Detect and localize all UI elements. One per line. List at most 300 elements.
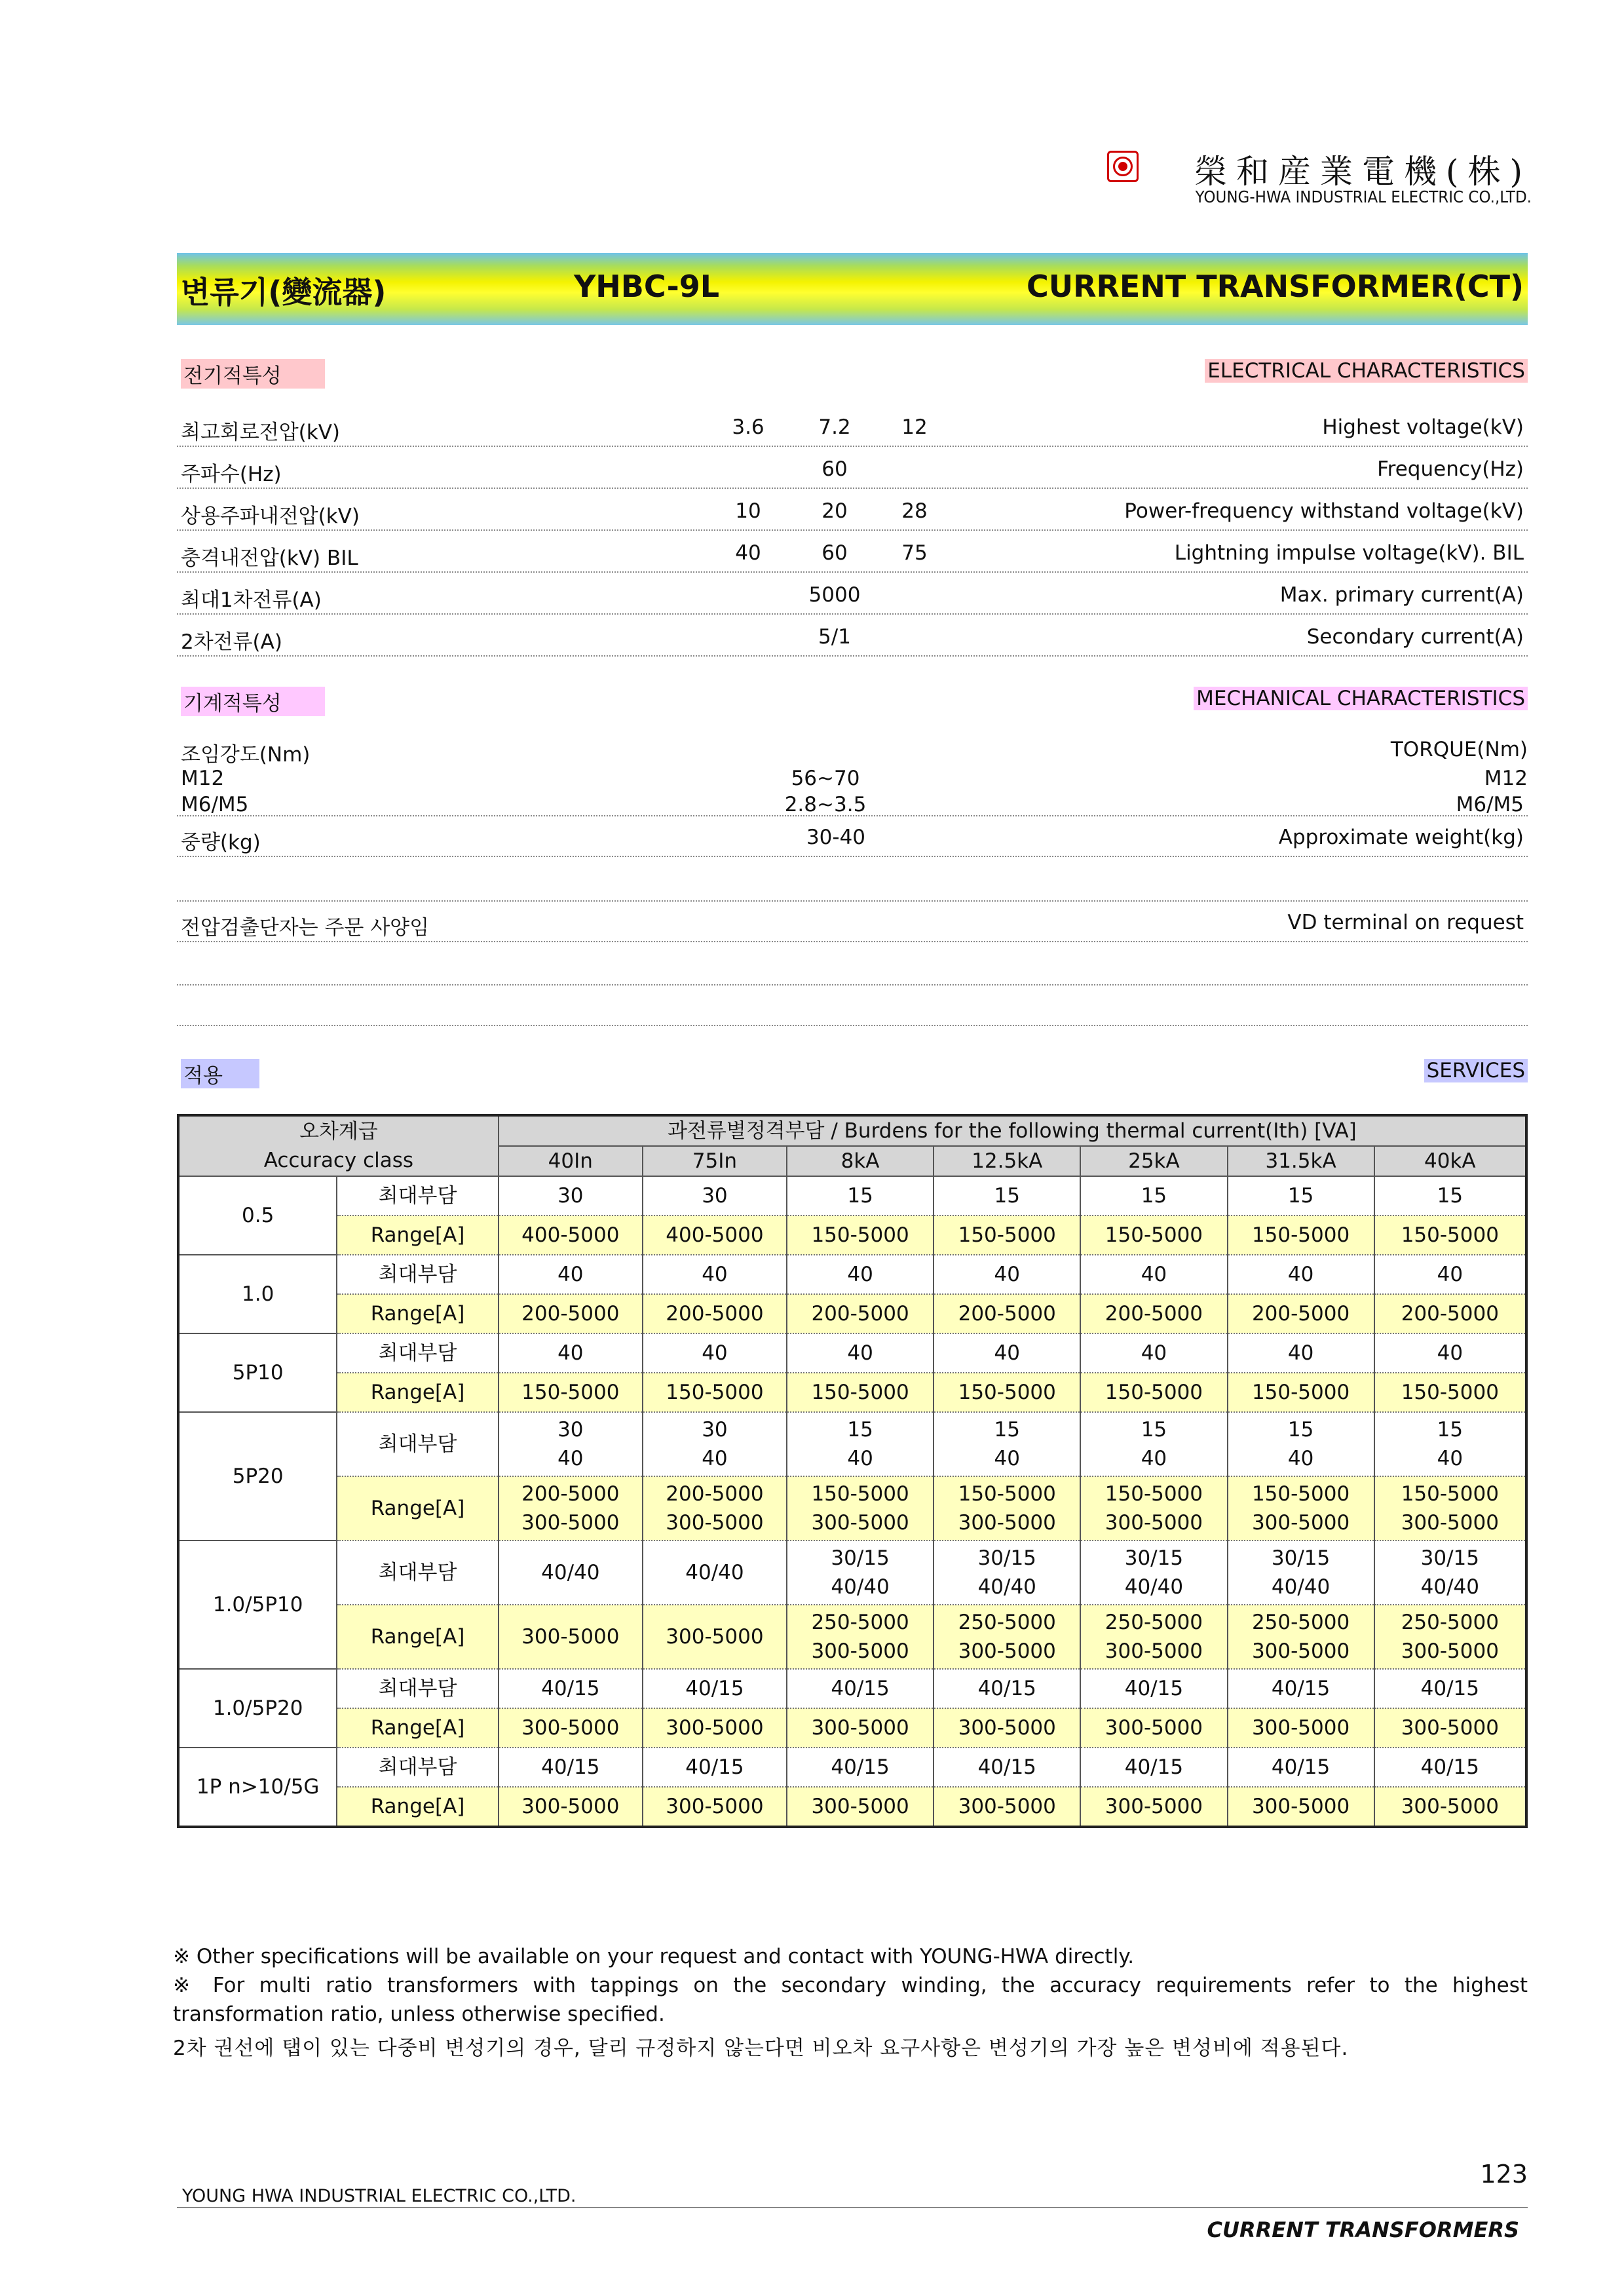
range-value: 300-5000 — [666, 1625, 764, 1649]
range-cell — [499, 1215, 643, 1255]
burden-value: 40 — [702, 1341, 728, 1365]
range-cell — [643, 1605, 787, 1669]
burden-cell — [499, 1748, 643, 1787]
burden-label: 최대부담 — [337, 1176, 498, 1215]
range-cell — [787, 1294, 934, 1333]
range-cell — [1080, 1476, 1227, 1540]
burden-cell — [934, 1669, 1080, 1708]
range-value: 200-5000 — [958, 1302, 1056, 1326]
burden-value: 40/40 — [1420, 1575, 1479, 1599]
company-name-en: YOUNG-HWA INDUSTRIAL ELECTRIC CO.,LTD. — [1195, 187, 1532, 206]
burden-cell — [499, 1176, 643, 1215]
range-value: 300-5000 — [666, 1795, 764, 1818]
range-value: 150-5000 — [1401, 1223, 1499, 1247]
range-value: 300-5000 — [1105, 1795, 1203, 1818]
burden-header: 과전류별정격부담 / Burdens for the following thermal current(Ith) [VA] — [499, 1115, 1526, 1146]
burden-cell — [1080, 1176, 1227, 1215]
blank-row — [177, 856, 1528, 902]
range-cell — [1374, 1215, 1526, 1255]
electrical-row — [177, 532, 1528, 573]
electrical-label-en: Highest voltage(kV) — [1322, 415, 1524, 439]
range-cell — [787, 1605, 934, 1669]
range-value: 250-5000 — [1105, 1611, 1203, 1634]
range-value: 300-5000 — [1251, 1639, 1350, 1663]
range-cell — [787, 1215, 934, 1255]
burden-value: 40 — [557, 1447, 584, 1470]
burden-value: 40 — [1141, 1341, 1167, 1365]
range-cell — [1080, 1708, 1227, 1748]
range-value: 300-5000 — [958, 1639, 1056, 1663]
electrical-label-kr: 상용주파내전압(kV) — [181, 505, 360, 528]
burden-cell — [643, 1176, 787, 1215]
range-cell — [934, 1605, 1080, 1669]
burden-value: 40/15 — [1124, 1677, 1184, 1700]
burden-cell — [1374, 1333, 1526, 1373]
column-header: 12.5kA — [934, 1146, 1080, 1176]
burden-cell — [1374, 1540, 1526, 1605]
electrical-row — [177, 406, 1528, 447]
burden-cell — [643, 1255, 787, 1294]
range-value: 150-5000 — [811, 1223, 909, 1247]
burden-value: 40 — [1287, 1447, 1314, 1470]
burden-value: 40/15 — [685, 1755, 744, 1779]
range-cell — [934, 1373, 1080, 1412]
accuracy-class-header-kr: 오차계급 — [299, 1120, 378, 1143]
burden-cell — [643, 1669, 787, 1708]
range-cell — [1080, 1294, 1227, 1333]
burden-value: 40 — [994, 1341, 1020, 1365]
vd-label-kr: 전압검출단자는 주문 사양임 — [181, 916, 430, 940]
range-cell — [499, 1708, 643, 1748]
range-cell — [1374, 1787, 1526, 1827]
title-bar — [177, 253, 1528, 325]
range-value: 400-5000 — [521, 1223, 620, 1247]
torque-label-en: TORQUE(Nm) — [1390, 738, 1528, 761]
burden-cell — [787, 1540, 934, 1605]
m12-value: 56~70 — [791, 767, 860, 790]
range-cell — [934, 1215, 1080, 1255]
blank-row — [177, 985, 1528, 1026]
range-cell — [1374, 1373, 1526, 1412]
electrical-label-kr: 2차전류(A) — [181, 630, 282, 654]
accuracy-class-cell: 1.0/5P10 — [178, 1540, 337, 1669]
burden-value: 40 — [702, 1263, 728, 1286]
burden-cell — [643, 1333, 787, 1373]
range-value: 300-5000 — [811, 1511, 909, 1535]
range-value: 200-5000 — [521, 1302, 620, 1326]
burden-value: 40/15 — [685, 1677, 744, 1700]
range-cell — [499, 1476, 643, 1540]
range-value: 200-5000 — [1401, 1302, 1499, 1326]
electrical-title-en: ELECTRICAL CHARACTERISTICS — [1205, 359, 1528, 383]
burden-value: 40 — [1437, 1263, 1463, 1286]
burden-value: 40 — [847, 1263, 873, 1286]
electrical-label-en: Lightning impulse voltage(kV). BIL — [1174, 541, 1524, 565]
burden-cell — [1374, 1748, 1526, 1787]
range-value: 300-5000 — [666, 1716, 764, 1740]
services-title-kr: 적용 — [181, 1059, 259, 1088]
range-value: 250-5000 — [1401, 1611, 1499, 1634]
burden-cell — [787, 1255, 934, 1294]
accuracy-class-cell: 5P20 — [178, 1412, 337, 1540]
electrical-title-kr: 전기적특성 — [181, 359, 325, 389]
burden-value: 40/15 — [977, 1755, 1036, 1779]
page-number: 123 — [1480, 2160, 1528, 2189]
burden-cell — [643, 1412, 787, 1476]
m6-label-en: M6/M5 — [1456, 793, 1524, 816]
burden-cell — [1080, 1412, 1227, 1476]
burden-value: 40/40 — [1124, 1575, 1184, 1599]
burden-cell — [499, 1255, 643, 1294]
electrical-value: 12 — [901, 415, 928, 439]
range-cell — [1228, 1294, 1374, 1333]
range-value: 300-5000 — [811, 1795, 909, 1818]
range-cell — [499, 1294, 643, 1333]
weight-value: 30-40 — [806, 826, 866, 849]
range-value: 150-5000 — [1251, 1223, 1350, 1247]
range-cell — [1080, 1373, 1227, 1412]
range-value: 300-5000 — [1105, 1511, 1203, 1535]
burden-cell — [1080, 1333, 1227, 1373]
range-value: 200-5000 — [1251, 1302, 1350, 1326]
range-cell — [1374, 1708, 1526, 1748]
burden-value: 15 — [1141, 1184, 1167, 1208]
range-cell — [1228, 1605, 1374, 1669]
burden-cell — [499, 1540, 643, 1605]
range-label: Range[A] — [337, 1294, 498, 1333]
range-value: 150-5000 — [958, 1223, 1056, 1247]
range-label: Range[A] — [337, 1787, 498, 1827]
electrical-value: 5/1 — [818, 625, 851, 649]
burden-label: 최대부담 — [337, 1540, 498, 1605]
electrical-row — [177, 448, 1528, 489]
burden-value: 40/40 — [541, 1561, 600, 1584]
column-header: 40In — [499, 1146, 643, 1176]
range-value: 300-5000 — [1251, 1716, 1350, 1740]
burden-value: 15 — [847, 1418, 873, 1442]
burden-cell — [787, 1176, 934, 1215]
range-value: 300-5000 — [1251, 1511, 1350, 1535]
burden-cell — [787, 1412, 934, 1476]
electrical-label-en: Power-frequency withstand voltage(kV) — [1124, 499, 1524, 523]
burden-cell — [787, 1333, 934, 1373]
accuracy-class-cell: 1P n>10/5G — [178, 1748, 337, 1827]
accuracy-class-cell: 0.5 — [178, 1176, 337, 1255]
range-value: 300-5000 — [958, 1716, 1056, 1740]
range-cell — [1374, 1605, 1526, 1669]
footer-divider — [177, 2207, 1528, 2208]
burden-cell — [1228, 1176, 1374, 1215]
range-cell — [934, 1708, 1080, 1748]
burden-cell — [1228, 1540, 1374, 1605]
range-cell — [787, 1373, 934, 1412]
burden-value: 15 — [994, 1418, 1020, 1442]
accuracy-class-cell: 5P10 — [178, 1333, 337, 1412]
burden-value: 40/40 — [1271, 1575, 1331, 1599]
burden-value: 40 — [557, 1341, 584, 1365]
burden-cell — [499, 1412, 643, 1476]
burden-value: 40 — [1287, 1341, 1314, 1365]
electrical-row — [177, 490, 1528, 531]
burden-cell — [1374, 1176, 1526, 1215]
range-value: 300-5000 — [521, 1511, 620, 1535]
burden-value: 15 — [994, 1184, 1020, 1208]
blank-row — [177, 942, 1528, 985]
range-value: 150-5000 — [666, 1381, 764, 1404]
accuracy-class-cell: 1.0/5P20 — [178, 1669, 337, 1748]
m6-row — [177, 784, 1528, 816]
range-value: 150-5000 — [1105, 1223, 1203, 1247]
range-cell — [787, 1476, 934, 1540]
burden-value: 15 — [1287, 1418, 1314, 1442]
burden-cell — [499, 1669, 643, 1708]
range-value: 300-5000 — [1401, 1511, 1499, 1535]
range-cell — [1080, 1215, 1227, 1255]
burden-value: 40 — [994, 1447, 1020, 1470]
electrical-label-kr: 충격내전압(kV) BIL — [181, 546, 358, 570]
range-value: 300-5000 — [1105, 1639, 1203, 1663]
burden-value: 15 — [1141, 1418, 1167, 1442]
range-value: 250-5000 — [1251, 1611, 1350, 1634]
m6-label: M6/M5 — [181, 793, 249, 816]
range-value: 300-5000 — [666, 1511, 764, 1535]
burden-cell — [643, 1540, 787, 1605]
range-value: 150-5000 — [1105, 1482, 1203, 1506]
weight-label-kr: 중량(kg) — [181, 831, 261, 854]
burden-label: 최대부담 — [337, 1255, 498, 1294]
burden-value: 40 — [847, 1341, 873, 1365]
range-cell — [934, 1476, 1080, 1540]
burden-value: 40 — [1141, 1263, 1167, 1286]
company-name-kr: 榮和産業電機(株) — [1194, 153, 1532, 191]
burden-value: 15 — [1287, 1184, 1314, 1208]
m12-label-en: M12 — [1484, 767, 1528, 790]
burden-cell — [934, 1176, 1080, 1215]
range-value: 400-5000 — [666, 1223, 764, 1247]
burden-value: 40/15 — [1271, 1677, 1331, 1700]
burden-value: 30 — [557, 1184, 584, 1208]
burden-value: 40 — [1437, 1341, 1463, 1365]
burden-cell — [1228, 1748, 1374, 1787]
footer-company: YOUNG HWA INDUSTRIAL ELECTRIC CO.,LTD. — [182, 2186, 576, 2206]
electrical-label-en: Max. primary current(A) — [1279, 583, 1524, 607]
burden-value: 30/15 — [977, 1546, 1036, 1570]
burden-value: 40/15 — [977, 1677, 1036, 1700]
electrical-value: 60 — [821, 457, 848, 481]
range-cell — [1080, 1787, 1227, 1827]
burden-value: 30/15 — [1271, 1546, 1331, 1570]
note-3: 2차 권선에 탭이 있는 다중비 변성기의 경우, 달리 규정하지 않는다면 비오차 요구사항은 변성기의 가장 높은 변성비에 적용된다. — [173, 2037, 1349, 2060]
weight-label-en: Approximate weight(kg) — [1278, 826, 1524, 849]
range-cell — [643, 1708, 787, 1748]
range-label: Range[A] — [337, 1605, 498, 1669]
electrical-value: 7.2 — [818, 415, 851, 439]
footer-section: CURRENT TRANSFORMERS — [1207, 2217, 1519, 2242]
range-cell — [1080, 1605, 1227, 1669]
burden-cell — [1374, 1412, 1526, 1476]
electrical-row — [177, 616, 1528, 657]
burden-cell — [1228, 1412, 1374, 1476]
range-value: 300-5000 — [811, 1639, 909, 1663]
column-header: 40kA — [1374, 1146, 1526, 1176]
burden-value: 40/15 — [831, 1755, 890, 1779]
burden-cell — [1374, 1255, 1526, 1294]
range-label: Range[A] — [337, 1373, 498, 1412]
range-cell — [787, 1787, 934, 1827]
range-value: 150-5000 — [958, 1482, 1056, 1506]
burden-value: 40 — [847, 1447, 873, 1470]
range-cell — [1228, 1708, 1374, 1748]
torque-label-kr: 조임강도(Nm) — [181, 743, 311, 767]
range-cell — [1228, 1373, 1374, 1412]
range-cell — [643, 1476, 787, 1540]
burden-cell — [1228, 1669, 1374, 1708]
range-value: 200-5000 — [811, 1302, 909, 1326]
burden-cell — [934, 1748, 1080, 1787]
burden-value: 30/15 — [1420, 1546, 1479, 1570]
range-cell — [643, 1294, 787, 1333]
accuracy-class-header-en: Accuracy class — [263, 1149, 414, 1172]
burden-value: 40/40 — [831, 1575, 890, 1599]
model-name: YHBC-9L — [574, 269, 720, 304]
range-cell — [1374, 1294, 1526, 1333]
title-en: CURRENT TRANSFORMER(CT) — [1026, 269, 1524, 304]
electrical-value: 20 — [821, 499, 848, 523]
range-label: Range[A] — [337, 1215, 498, 1255]
range-value: 150-5000 — [521, 1381, 620, 1404]
range-cell — [499, 1373, 643, 1412]
note-1: ※ Other specifications will be available on your request and contact with YOUNG-HWA directly. — [173, 1945, 1135, 1968]
electrical-value: 10 — [735, 499, 761, 523]
burden-cell — [1080, 1540, 1227, 1605]
range-value: 200-5000 — [666, 1302, 764, 1326]
range-value: 150-5000 — [1251, 1381, 1350, 1404]
burden-value: 40/15 — [1420, 1677, 1479, 1700]
range-value: 150-5000 — [1251, 1482, 1350, 1506]
burden-value: 15 — [1437, 1418, 1463, 1442]
burden-cell — [1080, 1255, 1227, 1294]
range-value: 150-5000 — [811, 1482, 909, 1506]
column-header: 25kA — [1080, 1146, 1227, 1176]
burden-value: 40/15 — [541, 1677, 600, 1700]
burden-cell — [1080, 1748, 1227, 1787]
range-value: 150-5000 — [1105, 1381, 1203, 1404]
vd-row — [177, 902, 1528, 942]
burden-value: 40 — [557, 1263, 584, 1286]
range-cell — [1228, 1476, 1374, 1540]
burden-label: 최대부담 — [337, 1748, 498, 1787]
electrical-row — [177, 574, 1528, 615]
range-value: 300-5000 — [958, 1795, 1056, 1818]
burden-value: 40 — [1287, 1263, 1314, 1286]
range-value: 300-5000 — [521, 1795, 620, 1818]
range-value: 300-5000 — [811, 1716, 909, 1740]
burden-value: 40 — [1141, 1447, 1167, 1470]
range-value: 300-5000 — [521, 1625, 620, 1649]
burden-value: 40/40 — [977, 1575, 1036, 1599]
range-value: 200-5000 — [1105, 1302, 1203, 1326]
range-cell — [643, 1215, 787, 1255]
range-value: 300-5000 — [1251, 1795, 1350, 1818]
range-value: 300-5000 — [1401, 1639, 1499, 1663]
range-cell — [787, 1708, 934, 1748]
range-cell — [643, 1787, 787, 1827]
column-header: 31.5kA — [1228, 1146, 1374, 1176]
burden-cell — [934, 1412, 1080, 1476]
burden-cell — [643, 1748, 787, 1787]
mechanical-title-en: MECHANICAL CHARACTERISTICS — [1194, 687, 1528, 710]
burden-value: 30 — [702, 1184, 728, 1208]
burden-value: 30/15 — [1124, 1546, 1184, 1570]
range-cell — [499, 1787, 643, 1827]
range-value: 300-5000 — [1401, 1795, 1499, 1818]
electrical-value: 40 — [735, 541, 761, 565]
range-value: 150-5000 — [1401, 1381, 1499, 1404]
burden-cell — [1080, 1669, 1227, 1708]
range-value: 250-5000 — [958, 1611, 1056, 1634]
burden-cell — [934, 1255, 1080, 1294]
burden-cell — [1228, 1333, 1374, 1373]
burden-cell — [1228, 1255, 1374, 1294]
burden-cell — [787, 1669, 934, 1708]
range-label: Range[A] — [337, 1476, 498, 1540]
range-value: 300-5000 — [958, 1511, 1056, 1535]
range-value: 300-5000 — [1401, 1716, 1499, 1740]
burden-value: 40/15 — [541, 1755, 600, 1779]
company-logo-icon — [1107, 151, 1139, 182]
range-value: 300-5000 — [1105, 1716, 1203, 1740]
burden-cell — [934, 1333, 1080, 1373]
range-cell — [934, 1294, 1080, 1333]
electrical-label-kr: 최대1차전류(A) — [181, 588, 322, 612]
burden-value: 40 — [1437, 1447, 1463, 1470]
burden-label: 최대부담 — [337, 1669, 498, 1708]
electrical-label-kr: 주파수(Hz) — [181, 463, 282, 486]
m12-label: M12 — [181, 767, 225, 790]
range-label: Range[A] — [337, 1708, 498, 1748]
note-2a: ※ For multi ratio transformers with tappings on the secondary winding, the accuracy requirements refer to the highest — [173, 1974, 1528, 1997]
range-value: 250-5000 — [811, 1611, 909, 1634]
column-header: 8kA — [787, 1146, 934, 1176]
weight-row — [177, 816, 1528, 857]
burden-label: 최대부담 — [337, 1412, 498, 1476]
range-cell — [1228, 1215, 1374, 1255]
burden-cell — [934, 1540, 1080, 1605]
range-value: 150-5000 — [811, 1381, 909, 1404]
burden-value: 30 — [557, 1418, 584, 1442]
vd-label-en: VD terminal on request — [1287, 911, 1524, 934]
burden-value: 15 — [847, 1184, 873, 1208]
electrical-value: 60 — [821, 541, 848, 565]
electrical-value: 28 — [901, 499, 928, 523]
note-2b: transformation ratio, unless otherwise specified. — [173, 2002, 665, 2026]
services-title-en: SERVICES — [1424, 1059, 1528, 1082]
electrical-value: 75 — [901, 541, 928, 565]
accuracy-class-cell: 1.0 — [178, 1255, 337, 1333]
range-value: 150-5000 — [1401, 1482, 1499, 1506]
range-value: 300-5000 — [521, 1716, 620, 1740]
range-cell — [1228, 1787, 1374, 1827]
mechanical-title-kr: 기계적특성 — [181, 687, 325, 716]
electrical-value: 3.6 — [732, 415, 765, 439]
burden-cell — [1374, 1669, 1526, 1708]
electrical-label-en: Secondary current(A) — [1306, 625, 1524, 649]
burden-cell — [787, 1748, 934, 1787]
burden-value: 30 — [702, 1418, 728, 1442]
electrical-label-en: Frequency(Hz) — [1377, 457, 1524, 481]
electrical-value: 5000 — [808, 583, 861, 607]
burden-value: 40/15 — [1420, 1755, 1479, 1779]
